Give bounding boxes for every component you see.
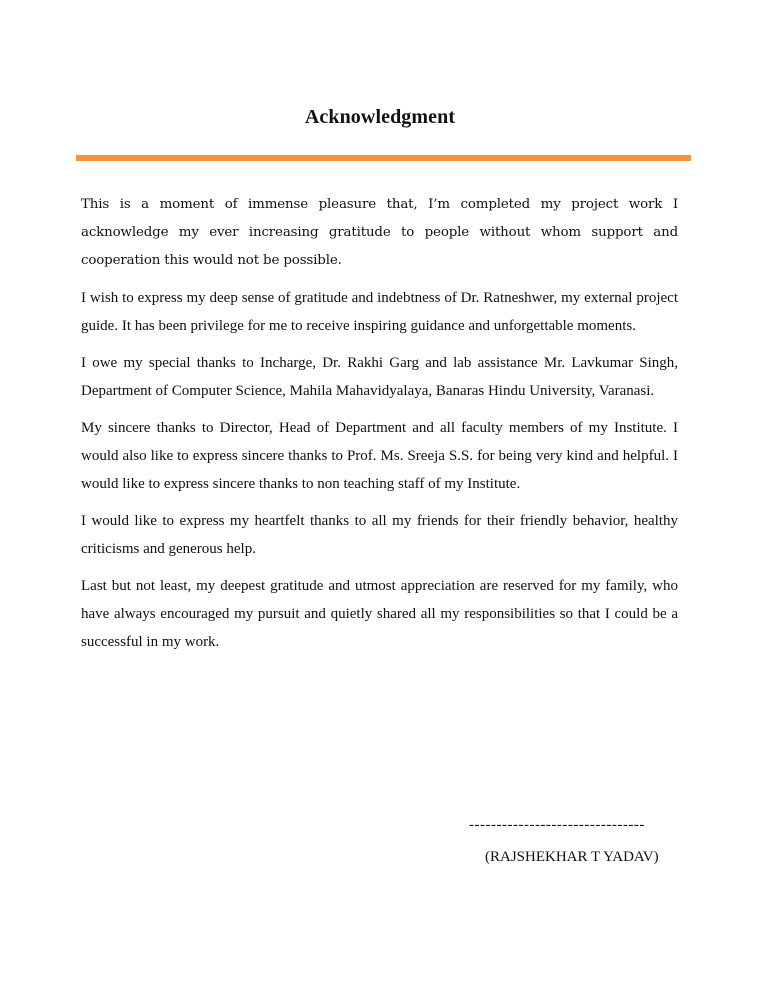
paragraph-4: My sincere thanks to Director, Head of Department and all faculty members of my Institute. I would also like to express sincere thanks to Prof. Ms. Sreeja S.S. for being very kind and helpful. I would like to express sincere thanks to non teaching staff of my Institute. [81,420,678,492]
paragraph-6: Last but not least, my deepest gratitude and utmost appreciation are reserved for my family, who have always encouraged my pursuit and quietly shared all my responsibilities so that I could be a successful in my work. [81,578,678,650]
paragraph-5: I would like to express my heartfelt thanks to all my friends for their friendly behavior, healthy criticisms and generous help. [81,513,678,557]
paragraph-3: I owe my special thanks to Incharge, Dr. Rakhi Garg and lab assistance Mr. Lavkumar Singh, Department of Computer Science, Mahila Mahavidyalaya, Banaras Hindu University, Varanasi. [81,355,678,399]
page-title: Acknowledgment [304,106,456,128]
title-divider [76,155,691,161]
acknowledgment-body [81,191,678,665]
paragraph-1: This is a moment of immense pleasure that, I’m completed my project work I acknowledge my ever increasing gratitude to people without whom support and cooperation this would not be possible. [81,197,678,268]
signature-line: -------------------------------- [469,817,645,833]
signature-name: (RAJSHEKHAR T YADAV) [485,849,659,865]
paragraph-2: I wish to express my deep sense of gratitude and indebtness of Dr. Ratneshwer, my external project guide. It has been privilege for me to receive inspiring guidance and unforgettable moments. [81,290,678,334]
